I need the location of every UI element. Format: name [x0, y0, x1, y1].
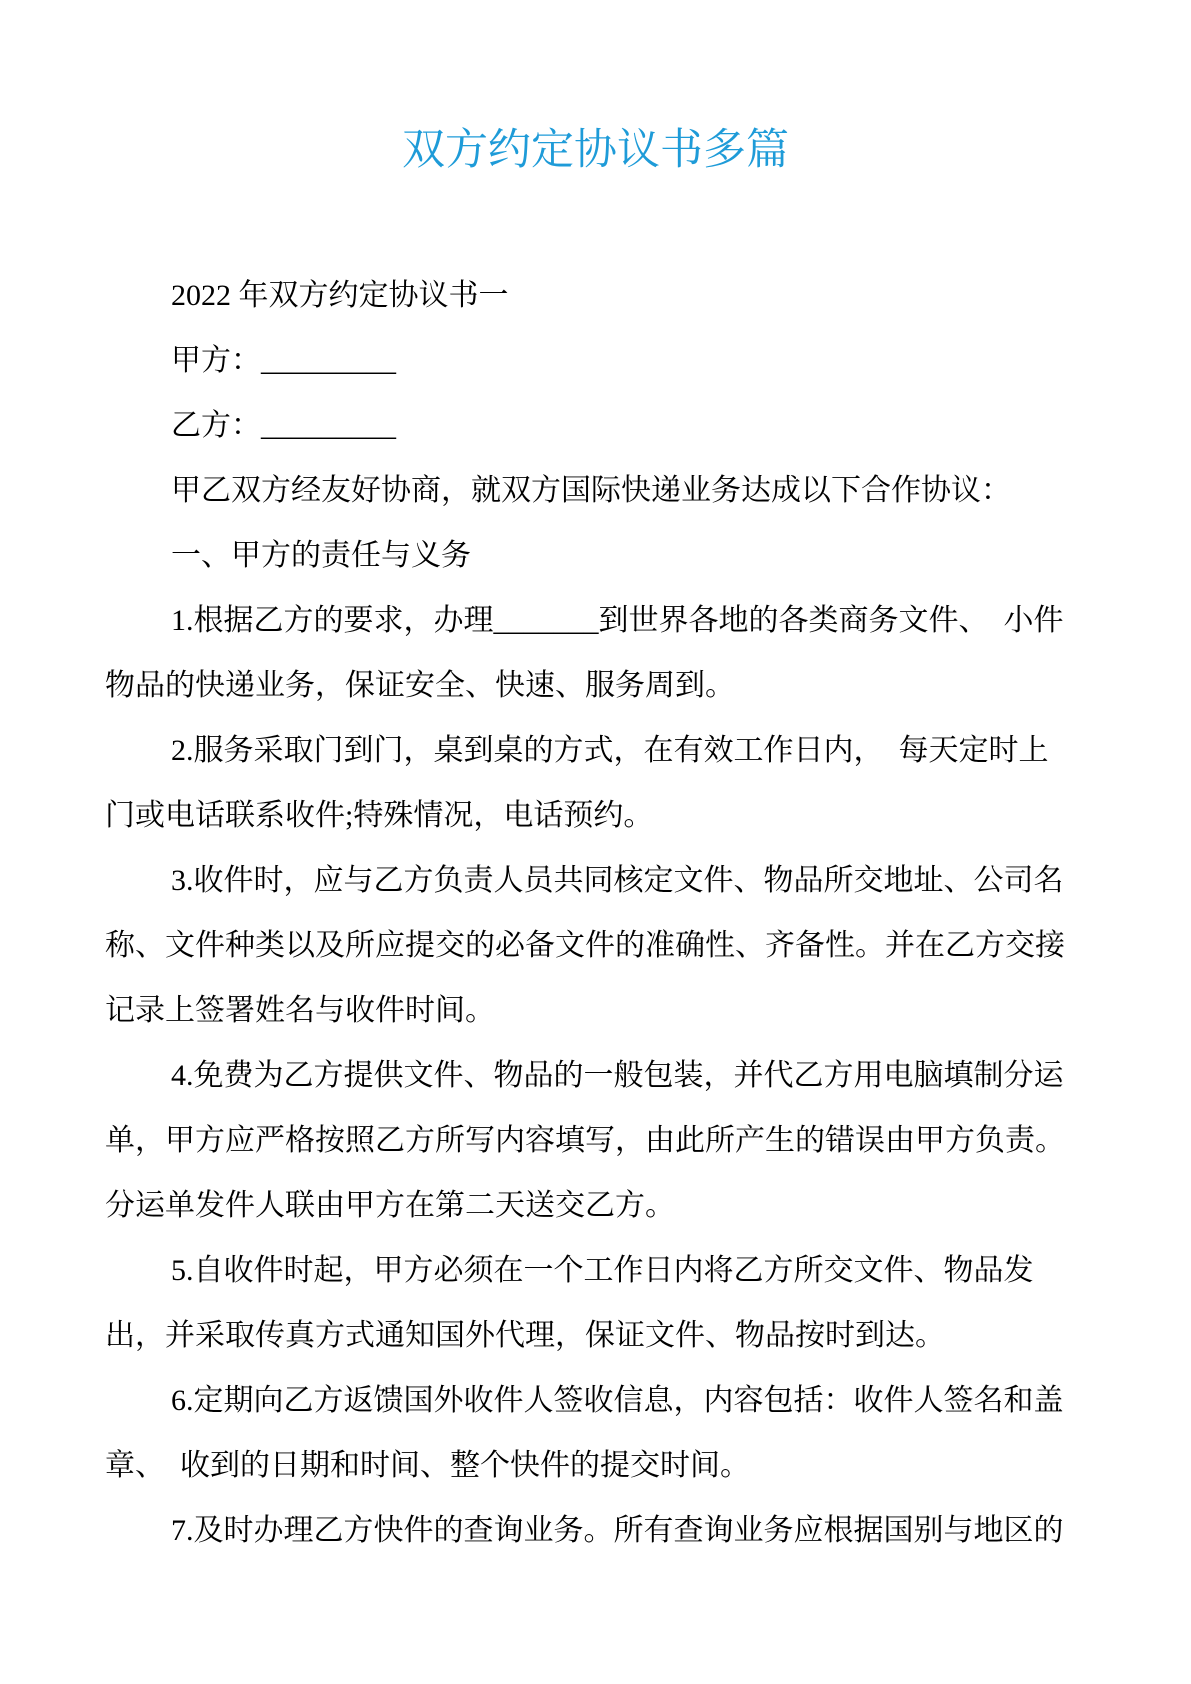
document-line: 2022 年双方约定协议书一 — [171, 279, 509, 312]
document-line: 门或电话联系收件;特殊情况，电话预约。 — [105, 799, 654, 832]
document-line: 物品的快递业务，保证安全、快速、服务周到。 — [105, 669, 735, 702]
document-title: 双方约定协议书多篇 — [402, 127, 789, 174]
document-line: 甲乙双方经友好协商，就双方国际快递业务达成以下合作协议： — [171, 474, 1011, 507]
document-line: 1.根据乙方的要求，办理_______到世界各地的各类商务文件、 小件 — [171, 604, 1064, 637]
document-body — [105, 263, 1091, 1563]
document-line: 章、 收到的日期和时间、整个快件的提交时间。 — [105, 1449, 750, 1482]
document-line: 7.及时办理乙方快件的查询业务。所有查询业务应根据国别与地区的 — [171, 1514, 1064, 1547]
document-line: 2.服务采取门到门，桌到桌的方式，在有效工作日内， 每天定时上 — [171, 734, 1049, 767]
document-line: 乙方：_________ — [171, 409, 396, 442]
document-line: 4.免费为乙方提供文件、物品的一般包装，并代乙方用电脑填制分运 — [171, 1059, 1064, 1092]
document-line: 分运单发件人联由甲方在第二天送交乙方。 — [105, 1189, 675, 1222]
document-line: 3.收件时，应与乙方负责人员共同核定文件、物品所交地址、公司名 — [171, 864, 1064, 897]
document-line: 甲方：_________ — [171, 344, 396, 377]
document-line: 6.定期向乙方返馈国外收件人签收信息，内容包括：收件人签名和盖 — [171, 1384, 1064, 1417]
document-line: 出，并采取传真方式通知国外代理，保证文件、物品按时到达。 — [105, 1319, 945, 1352]
document-line: 5.自收件时起，甲方必须在一个工作日内将乙方所交文件、物品发 — [171, 1254, 1034, 1287]
document-line: 称、文件种类以及所应提交的必备文件的准确性、齐备性。并在乙方交接 — [105, 929, 1065, 962]
document-line: 单，甲方应严格按照乙方所写内容填写，由此所产生的错误由甲方负责。 — [105, 1124, 1065, 1157]
document-line: 记录上签署姓名与收件时间。 — [105, 994, 495, 1027]
document-line: 一、甲方的责任与义务 — [171, 539, 471, 572]
